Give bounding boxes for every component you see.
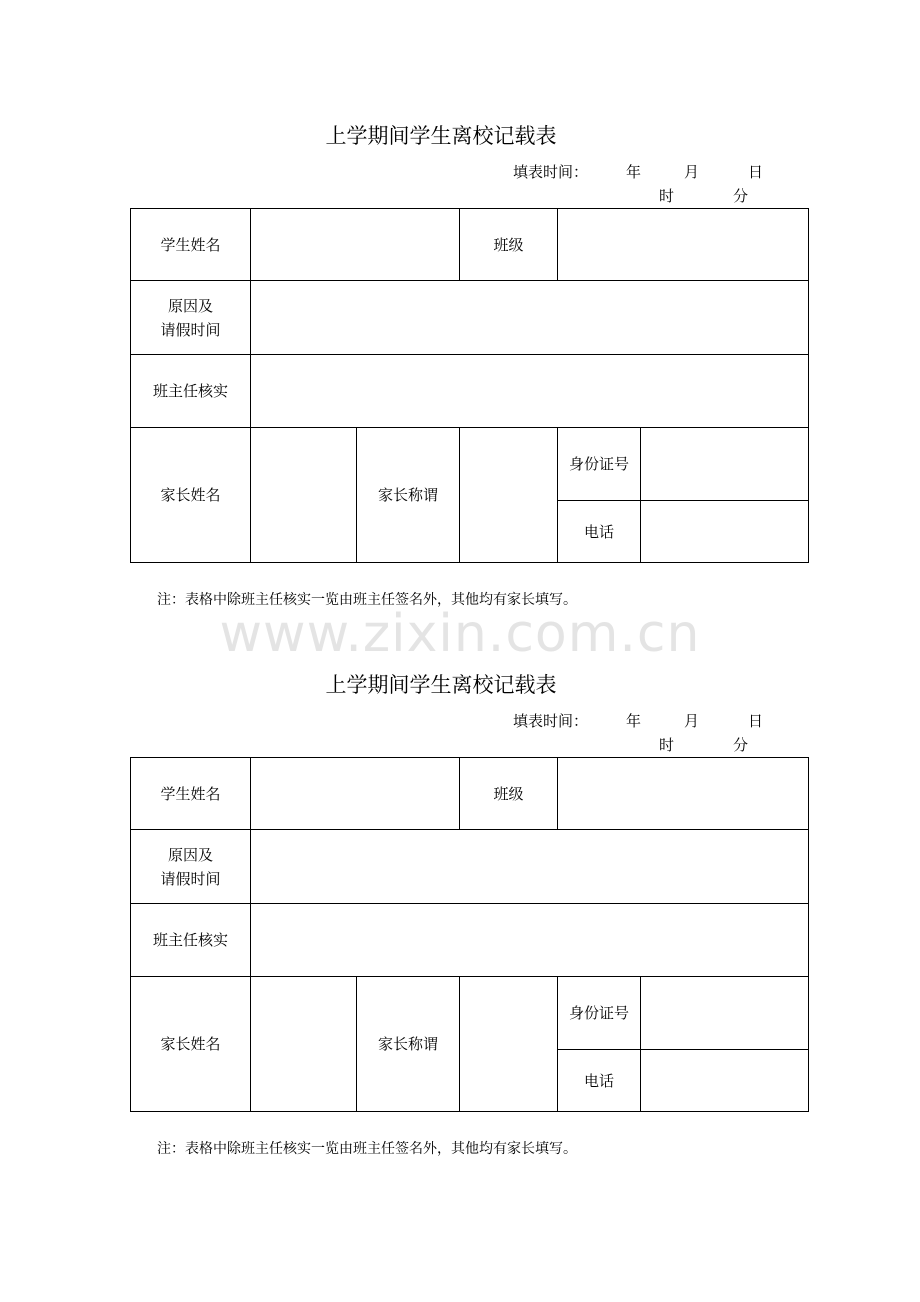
class-label: 班级	[460, 209, 558, 281]
reason-field[interactable]	[251, 281, 809, 355]
parent-name-label: 家长姓名	[131, 977, 251, 1112]
parent-relation-field[interactable]	[460, 428, 558, 563]
parent-relation-label: 家长称谓	[357, 428, 460, 563]
teacher-verify-field[interactable]	[251, 355, 809, 428]
id-number-label: 身份证号	[558, 977, 641, 1050]
month-label: 月	[684, 163, 700, 181]
year-label: 年	[626, 712, 642, 730]
reason-label-line1: 原因及	[167, 296, 213, 315]
id-number-field[interactable]	[641, 977, 809, 1050]
leave-record-table	[130, 208, 809, 563]
reason-label-line1: 原因及	[167, 845, 213, 864]
parent-relation-field[interactable]	[460, 977, 558, 1112]
minute-label: 分	[733, 187, 749, 205]
parent-name-label: 家长姓名	[131, 428, 251, 563]
hour-label: 时	[659, 187, 675, 205]
phone-label: 电话	[558, 501, 641, 563]
id-number-label: 身份证号	[558, 428, 641, 501]
hour-label: 时	[659, 736, 675, 754]
teacher-verify-label: 班主任核实	[131, 904, 251, 977]
fill-time-label: 填表时间：	[513, 163, 589, 181]
day-label: 日	[748, 712, 764, 730]
month-label: 月	[684, 712, 700, 730]
reason-label	[131, 830, 251, 904]
form-title: 上学期间学生离校记载表	[325, 124, 557, 148]
parent-name-field[interactable]	[251, 977, 357, 1112]
form-title: 上学期间学生离校记载表	[325, 673, 557, 697]
reason-label-line2: 请假时间	[160, 869, 221, 888]
student-name-field[interactable]	[251, 758, 460, 830]
student-name-label: 学生姓名	[131, 758, 251, 830]
teacher-verify-field[interactable]	[251, 904, 809, 977]
watermark: www.zixin.com.cn	[219, 604, 701, 664]
fill-time-label: 填表时间：	[513, 712, 589, 730]
reason-label	[131, 281, 251, 355]
form-note: 注：表格中除班主任核实一览由班主任签名外，其他均有家长填写。	[157, 592, 577, 608]
form-note: 注：表格中除班主任核实一览由班主任签名外，其他均有家长填写。	[157, 1141, 577, 1157]
year-label: 年	[626, 163, 642, 181]
phone-field[interactable]	[641, 1050, 809, 1112]
reason-label-line2: 请假时间	[160, 320, 221, 339]
phone-label: 电话	[558, 1050, 641, 1112]
leave-record-table	[130, 757, 809, 1112]
parent-relation-label: 家长称谓	[357, 977, 460, 1112]
student-name-field[interactable]	[251, 209, 460, 281]
teacher-verify-label: 班主任核实	[131, 355, 251, 428]
student-name-label: 学生姓名	[131, 209, 251, 281]
class-field[interactable]	[558, 209, 809, 281]
class-label: 班级	[460, 758, 558, 830]
id-number-field[interactable]	[641, 428, 809, 501]
parent-name-field[interactable]	[251, 428, 357, 563]
class-field[interactable]	[558, 758, 809, 830]
day-label: 日	[748, 163, 764, 181]
minute-label: 分	[733, 736, 749, 754]
reason-field[interactable]	[251, 830, 809, 904]
phone-field[interactable]	[641, 501, 809, 563]
